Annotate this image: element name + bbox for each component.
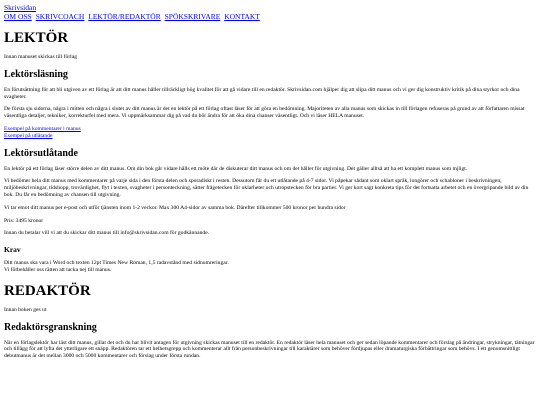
lektorslasning-paragraph-2: De första sju sidorna, några i mitten och några i slutet av ditt manus är det en lektör på ett förlag oftast läser för att göra en bedömning. Majoriteten av alla manus som skickas in till förlagen refuseras på grund av att författaren missat väsentliga detaljer, tekniker, korrekturfel med mera. Vi uppmärksammar dig på vad du bör ändra för att öka dina chanser väsentligt. Och vi läser HELA manuset. xyxy=(4,106,525,120)
nav-item-om-oss[interactable]: OM OSS xyxy=(4,12,32,21)
lektorslasning-paragraph-1: En förutsättning för att bli utgiven av ett förlag är att ditt manus håller tillräckligt hög kvalitet för att gå vidare till en redaktör. Skrivsidan.com hjälper dig att slipa ditt manus och vi ger dig konstruktiv kritik på dina styrkor och dina svagheter. xyxy=(4,86,520,100)
redaktorsgranskning-paragraph-1: När en förlagslektör har läst ditt manus, gillat det och du har blivit antagen för utgivning skickas manuset till en redaktör. En redaktör läser hela manuset och ger sedan löpande kommentarer och förslag på ändringar, strykningar, tätningar och tillägg för att lyfta det ytterligare ett snäpp. Redaktören tar ett helhetsgrepp och kommenterar allt från personbeskrivningar till karaktärer som behöver fördjupas eller dramaturgiska förbättringar som behövs. I ett genomsnittligt debutmanus är det mellan 3000 och 5000 kommentarer och förslag under första rundan. xyxy=(4,339,535,360)
krav-heading: Krav xyxy=(4,245,21,255)
lektorsutlatande-paragraph-3: Vi tar emot ditt manus per e-post och utför tjänsten inom 1-2 veckor. Max 300 A4-sidor av samma bok. Därefter tillkommer 500 kronor per hundra sidor xyxy=(4,204,346,211)
price-text: Pris: 3495 kronor xyxy=(4,217,44,224)
lektorslasning-heading: Lektörsläsning xyxy=(4,68,68,80)
redaktor-intro: Innan boken ges ut xyxy=(4,306,47,313)
payment-text: Innan du betalar vill vi att du skickar ditt manus till info@skrivsidan.com för godkännande. xyxy=(4,230,210,237)
example-statement-link[interactable]: Exempel på utlåtande xyxy=(4,132,53,139)
lektor-heading: LEKTÖR xyxy=(4,30,69,46)
site-name-link[interactable]: Skrivsidan xyxy=(4,3,37,12)
redaktor-heading: REDAKTÖR xyxy=(4,282,91,299)
lektorsutlatande-paragraph-2: Vi bedömer hela ditt manus med kommentarer på varje sida i den första delen och sporadiskt i resten. Dessutom får du ett utlåtande på 4-7 sidor. Vi påpekar sådant som oklart språk, longörer och schabloner i beskrivningen, miljöbeskrivningar, tidshopp, trovärdighet, flyt i texten, svagheter i personteckning, sätter frågetecken för oklarheter och utropstecken för bra partier. Vi ger kort sagt konkreta tips för det fortsatta arbetet och en övergripande bild av din bok. Du får en bedömning av chansen till utgivning. xyxy=(4,178,529,198)
krav-paragraph xyxy=(4,260,536,274)
krav-line-1: Ditt manus ska vara i Word och texten 12pt Times New Roman, 1,5 radavstånd med sidnumreringar. xyxy=(4,260,229,267)
nav-item-lektor-redaktor[interactable]: LEKTÖR/REDAKTÖR xyxy=(88,12,161,21)
lektorsutlatande-heading: Lektörsutlåtande xyxy=(4,147,78,159)
example-links xyxy=(4,126,536,140)
nav-item-spokskrivare[interactable]: SPÖKSKRIVARE xyxy=(164,12,221,21)
krav-line-2: Vi förbehåller oss rätten att tacka nej till manus. xyxy=(4,266,112,273)
main-nav xyxy=(4,12,536,21)
nav-item-skrivcoach[interactable]: SKRIVCOACH xyxy=(35,12,85,21)
nav-item-kontakt[interactable]: KONTAKT xyxy=(224,12,260,21)
lektorsutlatande-paragraph-1: En lektör på ett förlag läser större delen av ditt manus. Om din bok går vidare hålls ett möte där de diskuterar ditt manus och om det håller för utgivning. Det gäller alltså att ha ett komplett manus som mjligt. xyxy=(4,165,468,172)
lektor-intro: Innan manuset skickas till förlag xyxy=(4,54,78,60)
example-comments-link[interactable]: Exempel på kommentarer i manus xyxy=(4,125,81,132)
redaktorsgranskning-heading: Redaktörsgranskning xyxy=(4,321,97,333)
